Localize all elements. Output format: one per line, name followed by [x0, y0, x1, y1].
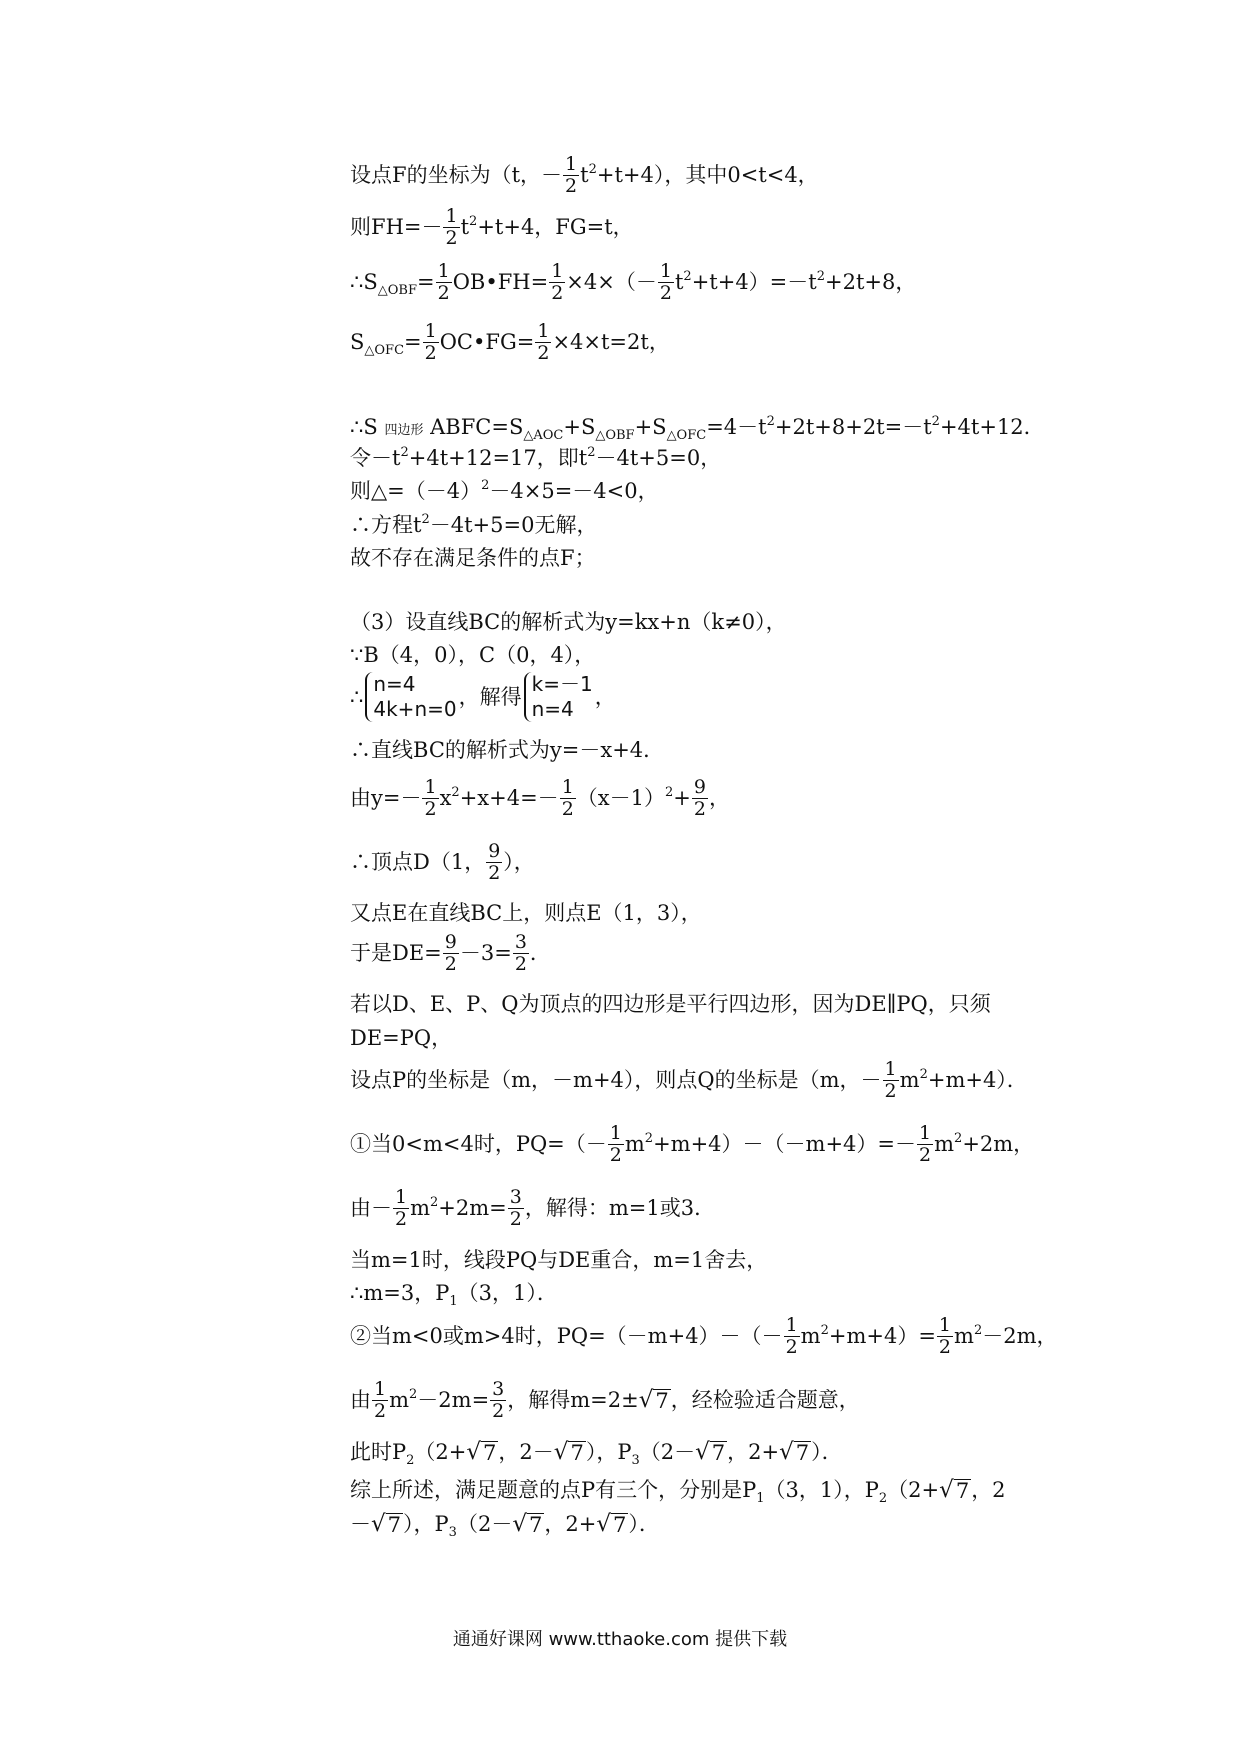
line-13: ∴直线BC的解析式为y=－x+4． [350, 738, 665, 762]
line-8: ∴方程$t^2-4t+5=0$无解， [350, 512, 598, 537]
line-21: ①当0<m<4时，PQ=（－ $\frac{1}{2}$ $m^2+m+4)-(-m+4)=-$ $\frac{1}{2}$ $m^2+2m$， [350, 1122, 1035, 1166]
line-2: 则FH=－ $\frac{1}{2}$ $t^2+t+4$，FG=t， [350, 205, 634, 249]
line-17: 于是DE= $\frac{9}{2}$ －3= $\frac{3}{2}$ ． [350, 931, 551, 975]
line-6: 令$-t^2+4t+12=17$，即$t^2-4t+5=0$， [350, 445, 722, 470]
line-24: ∴m=3，$P_1(3$，1）． [350, 1281, 558, 1309]
line-19: DE=PQ， [350, 1026, 453, 1050]
line-28: 综上所述，满足题意的点P有三个，分别是$P_1(3$，1），$P_2(2+$ √ 7 ，2 [350, 1477, 1006, 1507]
line-27: 此时$P_2(2+$ √ 7 ，2－ √ 7 ），$P_3(2-$ √ 7 ，2+ √ 7 ）． [350, 1439, 843, 1469]
line-14: 由y=－ $\frac{1}{2}$ $x^2+x+4=-$ $\frac{1}{2}$ $(x-1)^2+$ $\frac{9}{2}$ ， [350, 776, 730, 820]
line-26: 由 $\frac{1}{2}$ $m^2-2m=$ $\frac{3}{2}$ ，解得m=2± √ 7 ，经检验适合题意， [350, 1378, 860, 1422]
line-20: 设点P的坐标是（m，－m+4），则点Q的坐标是（m，－ $\frac{1}{2}$ $m^2+m+4$）． [350, 1058, 1028, 1102]
line-5: ∴S 四边形 $ABFC=S_{\triangle AOC}+S_{\triangle OBF}+S_{\triangle OFC}=4-t^2+2t+8+2t=-t^2+4t+12$． [350, 414, 1045, 443]
line-11: ∵B（4，0），C（0，4）， [350, 643, 596, 667]
line-4: $S_{\triangle OFC}=$ $\frac{1}{2}$ OC•FG= $\frac{1}{2}$ ×4×t=2t， [350, 320, 670, 364]
line-3: $\therefore S_{\triangle OBF}=$ $\frac{1}{2}$ OB•FH= $\frac{1}{2}$ ×4×（－ $\frac{1}{2}$ $t^2+t+4)=-t^2+2t+8$， [350, 260, 917, 304]
line-16: 又点E在直线BC上，则点E（1，3）， [350, 901, 702, 925]
line-29: － √ 7 ），$P_3(2-$ √ 7 ，2+ √ 7 ）． [350, 1511, 660, 1541]
page-footer: 通通好课网 www.tthaoke.com 提供下载 [452, 1629, 788, 1650]
line-9: 故不存在满足条件的点F； [350, 546, 596, 570]
line-18: 若以D、E、P、Q为顶点的四边形是平行四边形，因为DE∥PQ，只须 [350, 992, 991, 1016]
line-22: 由－ $\frac{1}{2}$ $m^2+2m=$ $\frac{3}{2}$ ，解得：m=1或3． [350, 1186, 716, 1230]
line-12: ∴ n=4 4k+n=0 ，解得 k=－1 n=4 ， [350, 672, 616, 721]
line-7: 则$\triangle=(-4)^2-4\times 5=-4<0$， [350, 478, 659, 503]
line-15: ∴顶点D（1， $\frac{9}{2}$ ）， [350, 840, 535, 884]
line-10: （3）设直线BC的解析式为y=kx+n（k≠0）， [350, 610, 787, 634]
line-1: 设点F的坐标为（t，－ $\frac{1}{2}$ $t^2+t+4$），其中0<t<4， [350, 153, 819, 197]
line-25: ②当m<0或m>4时，PQ=（－m+4）－（－ $\frac{1}{2}$ $m^2+m+4)=$ $\frac{1}{2}$ $m^2-2m$， [350, 1314, 1058, 1358]
line-23: 当m=1时，线段PQ与DE重合，m=1舍去， [350, 1248, 768, 1272]
